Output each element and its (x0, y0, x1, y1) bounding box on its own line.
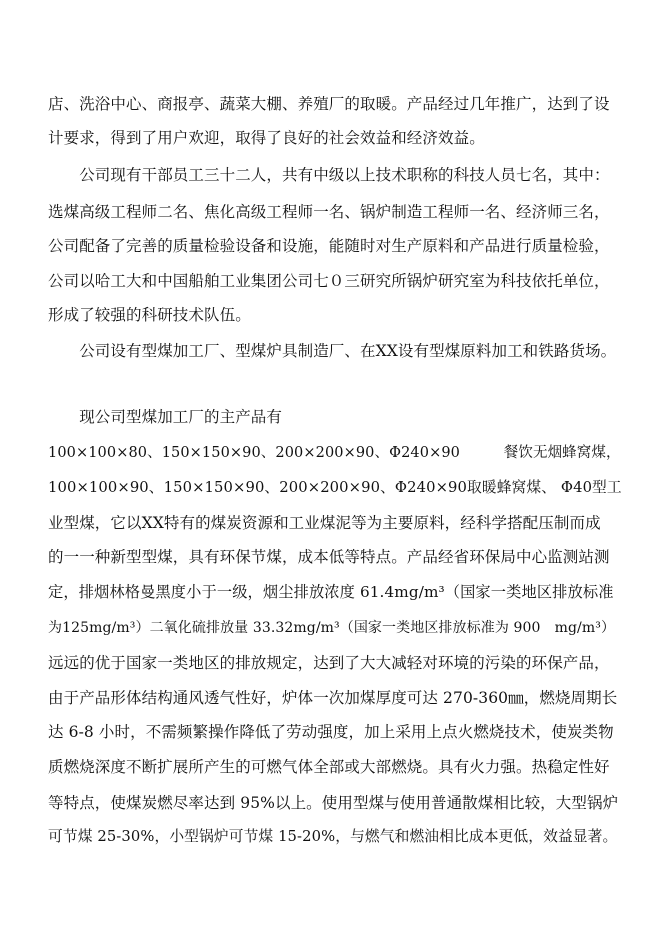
text-line: 计要求，得到了用户欢迎，取得了良好的社会效益和经济效益。 (48, 129, 485, 147)
text-line: 由于产品形体结构通风透气性好，炉体一次加煤厚度可达 270-360㎜，燃烧周期长 (48, 689, 618, 707)
text-line: 100×100×90、150×150×90、200×200×90、Φ240×90取暖蜂窝煤、 Φ40型工 (48, 479, 622, 496)
text-line: 等特点，使煤炭燃尽率达到 95%以上。使用型煤与使用普通散煤相比较，大型锅炉 (48, 794, 619, 812)
text-line: 定，排烟林格曼黑度小于一级，烟尘排放浓度 61.4mg/m³（国家一类地区排放标准 (48, 583, 614, 601)
text-line: 公司配备了完善的质量检验设备和设施，能随时对生产原料和产品进行质量检验， (48, 237, 610, 255)
text-line: 达 6-8 小时，不需频繁操作降低了劳动强度，加上采用上点火燃烧技术，使炭类物 (48, 723, 614, 741)
text-line: 形成了较强的科研技术队伍。 (48, 306, 251, 324)
text-line: 可节煤 25-30%，小型锅炉可节煤 15-20%，与燃气和燃油相比成本更低，效益显著。 (48, 828, 618, 845)
text-line: 店、洗浴中心、商报亭、蔬菜大棚、养殖厂的取暖。产品经过几年推广，达到了设 (48, 95, 610, 113)
text-line: 公司现有干部员工三十二人，共有中级以上技术职称的科技人员七名，其中： (48, 166, 610, 184)
text-line: 为125mg/m³）二氧化硫排放量 33.32mg/m³（国家一类地区排放标准为 900 mg/m³） (48, 620, 616, 636)
text-line: 业型煤，它以XX特有的煤炭资源和工业煤泥等为主要原料，经科学搭配压制而成 (48, 514, 601, 532)
text-line: 质燃烧深度不断扩展所产生的可燃气体全部或大部燃烧。具有火力强。热稳定性好 (48, 758, 610, 776)
text-line: 公司以哈工大和中国船舶工业集团公司七０三研究所锅炉研究室为科技依托单位， (48, 272, 610, 290)
text-line: 100×100×80、150×150×90、200×200×90、Φ240×90 餐饮无烟蜂窝煤， (48, 445, 621, 461)
text-line: 公司设有型煤加工厂、型煤炉具制造厂、在XX设有型煤原料加工和铁路货场。 (48, 342, 617, 360)
text-line: 现公司型煤加工厂的主产品有 (48, 408, 283, 426)
text-line: 选煤高级工程师二名、焦化高级工程师一名、锅炉制造工程师一名、经济师三名， (48, 203, 610, 221)
text-line: 的一一种新型型煤，具有环保节煤，成本低等特点。产品经省环保局中心监测站测 (48, 548, 610, 566)
text-line: 远远的优于国家一类地区的排放规定，达到了大大减轻对环境的污染的环保产品， (48, 654, 610, 672)
